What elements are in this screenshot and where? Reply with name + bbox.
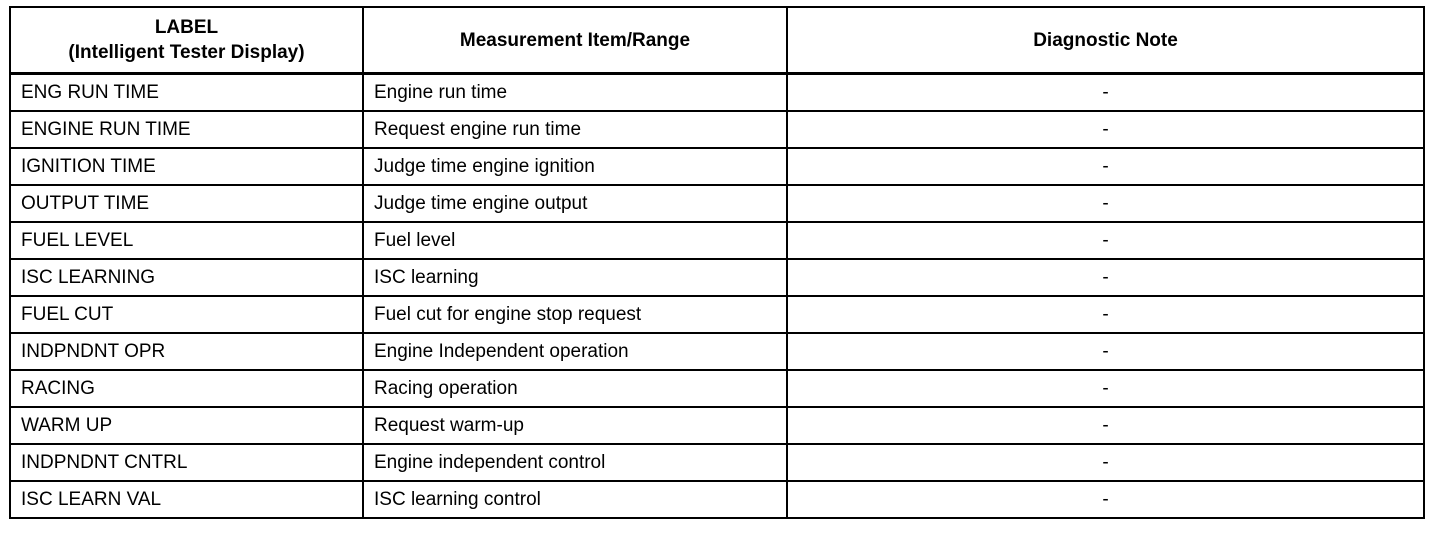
- header-measurement-item: Measurement Item/Range: [363, 7, 787, 74]
- table-row: [10, 444, 1424, 481]
- table-row: [10, 481, 1424, 518]
- table-row: [10, 333, 1424, 370]
- cell-measurement-item: Judge time engine ignition: [363, 148, 787, 185]
- table-header-row: [10, 7, 1424, 74]
- cell-label: ENGINE RUN TIME: [10, 111, 363, 148]
- header-label-subtitle: (Intelligent Tester Display): [68, 42, 305, 63]
- cell-measurement-item: Fuel level: [363, 222, 787, 259]
- cell-measurement-item: Engine run time: [363, 74, 787, 112]
- cell-diagnostic-note: -: [787, 333, 1424, 370]
- table-row: [10, 185, 1424, 222]
- cell-measurement-item: ISC learning: [363, 259, 787, 296]
- table-row: [10, 259, 1424, 296]
- cell-label: INDPNDNT CNTRL: [10, 444, 363, 481]
- cell-diagnostic-note: -: [787, 111, 1424, 148]
- cell-diagnostic-note: -: [787, 296, 1424, 333]
- cell-diagnostic-note: -: [787, 222, 1424, 259]
- table-row: [10, 74, 1424, 112]
- cell-measurement-item: Engine independent control: [363, 444, 787, 481]
- cell-label: FUEL LEVEL: [10, 222, 363, 259]
- cell-label: RACING: [10, 370, 363, 407]
- cell-measurement-item: ISC learning control: [363, 481, 787, 518]
- header-diagnostic-note: Diagnostic Note: [787, 7, 1424, 74]
- cell-label: ISC LEARN VAL: [10, 481, 363, 518]
- cell-diagnostic-note: -: [787, 444, 1424, 481]
- cell-measurement-item: Request engine run time: [363, 111, 787, 148]
- table-row: [10, 370, 1424, 407]
- cell-label: ENG RUN TIME: [10, 74, 363, 112]
- cell-label: WARM UP: [10, 407, 363, 444]
- cell-diagnostic-note: -: [787, 370, 1424, 407]
- table-row: [10, 407, 1424, 444]
- data-list-table: [9, 6, 1425, 519]
- cell-label: INDPNDNT OPR: [10, 333, 363, 370]
- cell-diagnostic-note: -: [787, 185, 1424, 222]
- cell-label: OUTPUT TIME: [10, 185, 363, 222]
- cell-measurement-item: Fuel cut for engine stop request: [363, 296, 787, 333]
- cell-label: ISC LEARNING: [10, 259, 363, 296]
- header-label-title: LABEL: [154, 17, 219, 38]
- table-row: [10, 148, 1424, 185]
- table-row: [10, 296, 1424, 333]
- cell-diagnostic-note: -: [787, 481, 1424, 518]
- cell-diagnostic-note: -: [787, 148, 1424, 185]
- table-row: [10, 111, 1424, 148]
- cell-label: FUEL CUT: [10, 296, 363, 333]
- cell-measurement-item: Request warm-up: [363, 407, 787, 444]
- header-label: [10, 7, 363, 74]
- cell-label: IGNITION TIME: [10, 148, 363, 185]
- cell-measurement-item: Racing operation: [363, 370, 787, 407]
- cell-diagnostic-note: -: [787, 74, 1424, 112]
- table-row: [10, 222, 1424, 259]
- cell-diagnostic-note: -: [787, 259, 1424, 296]
- cell-measurement-item: Engine Independent operation: [363, 333, 787, 370]
- cell-diagnostic-note: -: [787, 407, 1424, 444]
- cell-measurement-item: Judge time engine output: [363, 185, 787, 222]
